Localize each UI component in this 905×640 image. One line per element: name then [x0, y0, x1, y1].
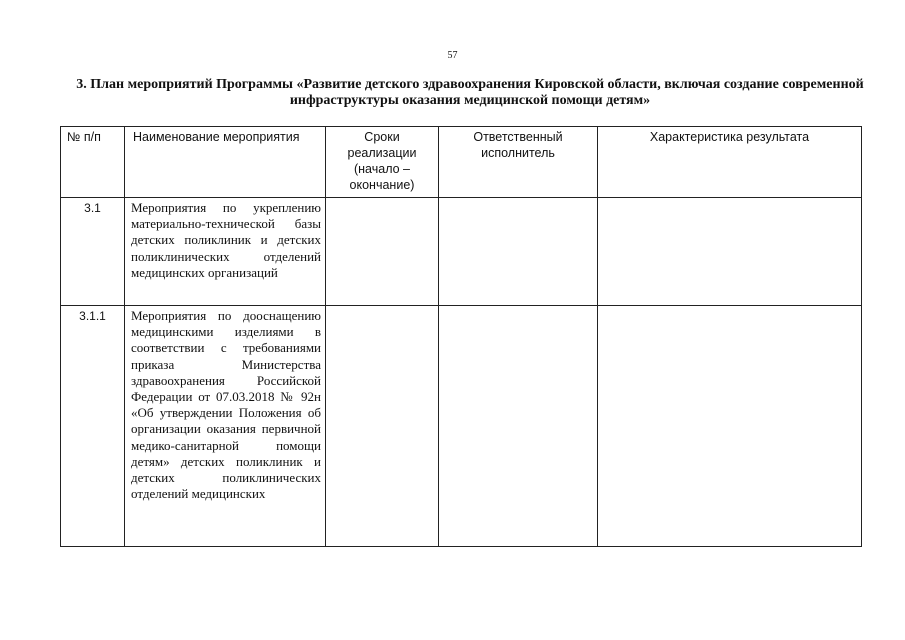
header-executor [439, 127, 598, 198]
table-header-row [61, 127, 862, 198]
row-name: Мероприятия по укреплению материально-технической базы детских поликлиник и детских поликлинических отделений медицинских организаций [125, 198, 326, 306]
header-period-text: Сроки реализации (начало – окончание) [347, 130, 417, 192]
header-period [326, 127, 439, 198]
page-number: 57 [447, 50, 458, 61]
row-executor [439, 306, 598, 547]
row-result [598, 198, 862, 306]
header-number: № п/п [61, 127, 125, 198]
row-number: 3.1 [61, 198, 125, 306]
plan-table [60, 126, 862, 547]
table-row [61, 198, 862, 306]
header-result: Характеристика результата [598, 127, 862, 198]
row-period [326, 198, 439, 306]
row-executor [439, 198, 598, 306]
header-executor-text: Ответственный исполнитель [473, 130, 563, 160]
header-name: Наименование мероприятия [125, 127, 326, 198]
row-period [326, 306, 439, 547]
table-row [61, 306, 862, 547]
row-number: 3.1.1 [61, 306, 125, 547]
row-name: Мероприятия по дооснащению медицинскими изделиями в соответствии с требованиями приказа Министерства здравоохранения Российской Федерации от 07.03.2018 № 92н «Об утверждении Положения об организации оказания первичной медико-санитарной помощи детям» детских поликлиник и детских поликлинических отделений медицинских [125, 306, 326, 547]
row-result [598, 306, 862, 547]
section-heading: 3. План мероприятий Программы «Развитие детского здравоохранения Кировской области, включая создание современной инфраструктуры оказания медицинской помощи детям» [76, 77, 864, 108]
